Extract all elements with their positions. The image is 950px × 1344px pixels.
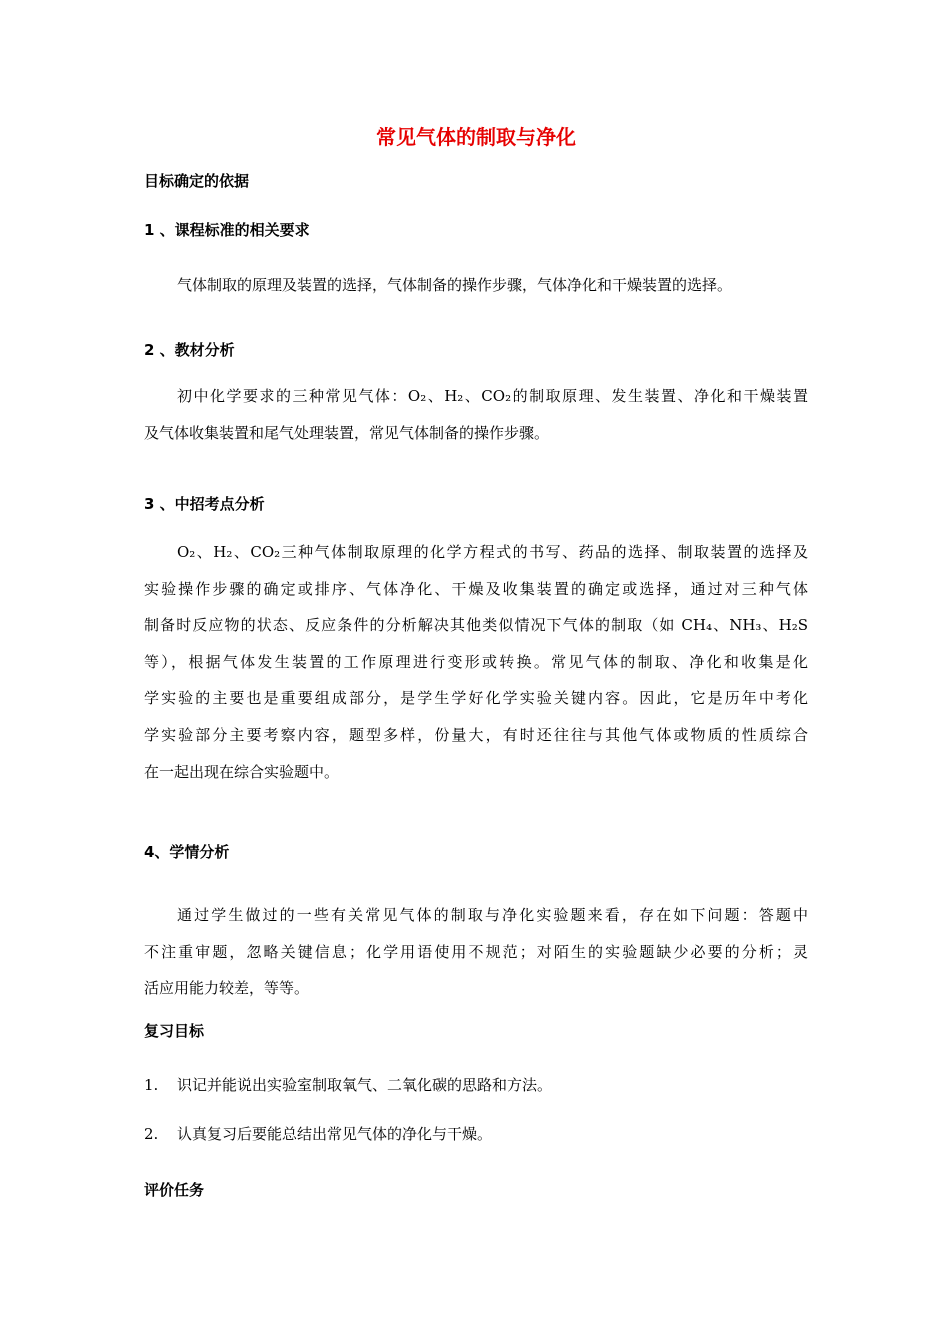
paragraph-curriculum-standards [144,267,808,304]
list-item-text: 识记并能说出实验室制取氧气、二氧化碳的思路和方法。 [177,1076,553,1094]
paragraph-line: 初中化学要求的三种常见气体：O₂、H₂、CO₂的制取原理、发生装置、净化和干燥装置 [177,387,808,405]
paragraph-line: O₂、H₂、CO₂三种气体制取原理的化学方程式的书写、药品的选择、制取装置的选择及 [177,543,808,561]
heading-learning-analysis: 4、学情分析 [144,843,230,861]
paragraph-textbook-analysis [144,378,808,451]
paragraph-line: 制备时反应物的状态、反应条件的分析解决其他类似情况下气体的制取（如 CH₄、NH₃、H₂S [144,616,808,635]
heading-review-goals: 复习目标 [144,1022,205,1040]
paragraph-line: 及气体收集装置和尾气处理装置，常见气体制备的操作步骤。 [144,423,550,442]
heading-basis: 目标确定的依据 [144,172,250,190]
paragraph-line: 等），根据气体发生装置的工作原理进行变形或转换。常见气体的制取、净化和收集是化 [144,652,808,671]
paragraph-line: 气体制取的原理及装置的选择，气体制备的操作步骤，气体净化和干燥装置的选择。 [177,276,733,294]
paragraph-line: 活应用能力较差，等等。 [144,979,310,998]
paragraph-line: 实验操作步骤的确定或排序、气体净化、干燥及收集装置的确定或选择，通过对三种气体 [144,579,808,598]
paragraph-line: 学实验部分主要考察内容，题型多样，份量大，有时还往往与其他气体或物质的性质综合 [144,725,808,744]
paragraph-learning-analysis [144,897,808,1007]
paragraph-line: 学实验的主要也是重要组成部分，是学生学好化学实验关键内容。因此，它是历年中考化 [144,689,808,708]
heading-textbook-analysis: 2 、教材分析 [144,341,235,359]
heading-evaluation-tasks: 评价任务 [144,1181,205,1199]
heading-curriculum-standards: 1 、课程标准的相关要求 [144,221,310,239]
paragraph-line: 通过学生做过的一些有关常见气体的制取与净化实验题来看，存在如下问题：答题中 [177,906,808,924]
list-item-text: 认真复习后要能总结出常见气体的净化与干燥。 [177,1125,493,1143]
list-item [144,1075,552,1095]
document-page [144,0,808,1344]
document-title: 常见气体的制取与净化 [376,125,576,149]
list-item [144,1124,492,1144]
list-item-number: 1. [144,1076,159,1094]
list-item-number: 2. [144,1125,159,1143]
paragraph-line: 不注重审题，忽略关键信息；化学用语使用不规范；对陌生的实验题缺少必要的分析；灵 [144,942,808,961]
paragraph-line: 在一起出现在综合实验题中。 [144,762,340,781]
heading-exam-points: 3 、中招考点分析 [144,495,265,513]
paragraph-exam-points [144,534,808,790]
